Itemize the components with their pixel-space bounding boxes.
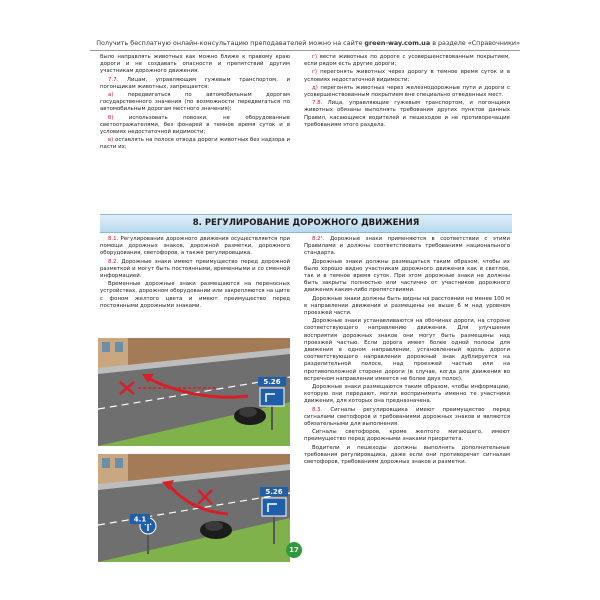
road-scene-2 — [98, 454, 290, 562]
paragraph: ґ) перегонять животных через дорогу в темное время суток и в условиях недостаточной видимости; — [304, 69, 510, 83]
sign-5-26-label: 5.26 — [263, 378, 281, 386]
paragraph: 7.7. Лицам, управляющим гужевым транспортом, и погонщикам животных, запрещается: — [100, 76, 290, 90]
sign-4-1-label: 4.1 — [133, 515, 147, 524]
road-illustration-2 — [98, 454, 290, 562]
left-column-top — [100, 54, 290, 204]
paragraph: г) вести животных по дороге с усовершенствованным покрытием, если рядом есть другие дороги; — [304, 54, 510, 68]
paragraph: 8.2¹. Дорожные знаки применяются в соответствии с этими Правилами и должны соответствовать требованиям национального стандарта. — [304, 236, 510, 257]
paragraph: Сигналы светофоров, кроме желтого мигающего, имеют преимущество перед дорожными знаками приоритета. — [304, 429, 510, 443]
paragraph: Временные дорожные знаки размещаются на переносных устройствах, дорожном оборудовании или закрепляются на щите с фоном желтого цвета и имеют преимущество перед постоянными дорожными знаками. — [100, 281, 290, 309]
left-column-middle — [100, 236, 290, 334]
paragraph: Дорожные знаки должны быть видны на расстоянии не менее 100 м в направлении движения и размещены не выше 6 м над уровнем проезжей части. — [304, 295, 510, 317]
sign-5-26-label: 5.26 — [265, 488, 283, 496]
paragraph: Водители и пешеходы должны выполнять дополнительные требования регулировщика, даже если они противоречат сигналам светофоров, требованиям дорожных знаков и разметки. — [304, 444, 510, 466]
paragraph: б) использовать повозки, не оборудованные светоотражателями, без фонарей в темное время суток и в условиях недостаточной видимости; — [100, 114, 290, 136]
page-header — [90, 36, 520, 51]
paragraph: Дорожные знаки должны размещаться таким образом, чтобы их было хорошо видно участникам дорожного движения как в светлое, так и в темное время суток. При этом дорожные знаки не должны быть закрыты полностью или частично от участников дорожного движения каким-либо препятствиями. — [304, 258, 510, 294]
paragraph: 8.2. Дорожные знаки имеют преимущество перед дорожной разметкой и могут быть постоянными, временными и со сменной информацией. — [100, 258, 290, 280]
paragraph: Дорожные знаки размещаются таким образом, чтобы информацию, которую они передают, могли воспринимать именно те участники движения, для которых она предназначена. — [304, 384, 510, 405]
paragraph: а) передвигаться по автомобильным дорогам государственного значения (по возможности передвигаться по автомобильным дорогам местного значения); — [100, 92, 290, 113]
paragraph: 7.8. Лица, управляющие гужевым транспортом, и погонщики животных обязаны выполнять требования других пунктов данных Правил, касающиеся водителей и пешеходов и не противоречащие требованиям этого раздела. — [304, 100, 510, 128]
section-title: 8. РЕГУЛИРОВАНИЕ ДОРОЖНОГО ДВИЖЕНИЯ — [100, 214, 512, 233]
page-number: 17 — [286, 542, 302, 558]
header-text-before: Получить бесплатную онлайн-консультацию преподавателей можно на сайте — [96, 39, 365, 47]
right-column-top — [304, 54, 510, 204]
paragraph: в) оставлять на полосе отвода дороги животных без надзора и пасти их; — [100, 137, 290, 151]
header-text-after: в разделе «Справочники» — [430, 39, 520, 47]
paragraph: Дорожные знаки устанавливаются на обочинах дороги, на стороне соответствующего направлению движения. Для улучшения восприятия дорожных знаков они могут быть размещены над проезжей частью. Если дорога имеет более одной полосы для движения в одном направлении, установленный вдоль дороги соответствующего направления дорожный знак дублируется на разделительной полосе, над проезжей частью или на противоположной стороне дороги (в случае, когда для движения во встречном направлении имеется не более двух полос). — [304, 318, 510, 382]
paragraph: 8.1. Регулирование дорожного движения осуществляется при помощи дорожных знаков, дорожной разметки, дорожного оборудования, светофоров, а также регулировщика. — [100, 236, 290, 257]
right-column-main — [304, 236, 510, 554]
paragraph: было направлять животных как можно ближе к правому краю дороги и не создавать опасности и препятствий другим участникам дорожного движения. — [100, 54, 290, 75]
road-illustration-1 — [98, 338, 290, 446]
document-page — [90, 36, 520, 564]
road-scene-1 — [98, 338, 290, 446]
header-site-link[interactable]: green-way.com.ua — [364, 39, 431, 47]
paragraph: 8.3. Сигналы регулировщика имеют преимущество перед сигналами светофоров и требованиями дорожных знаков и являются обязательными для выполнения. — [304, 406, 510, 428]
paragraph: д) перегонять животных через железнодорожные пути и дороги с усовершенствованным покрытием вне специально отведенных мест. — [304, 84, 510, 99]
